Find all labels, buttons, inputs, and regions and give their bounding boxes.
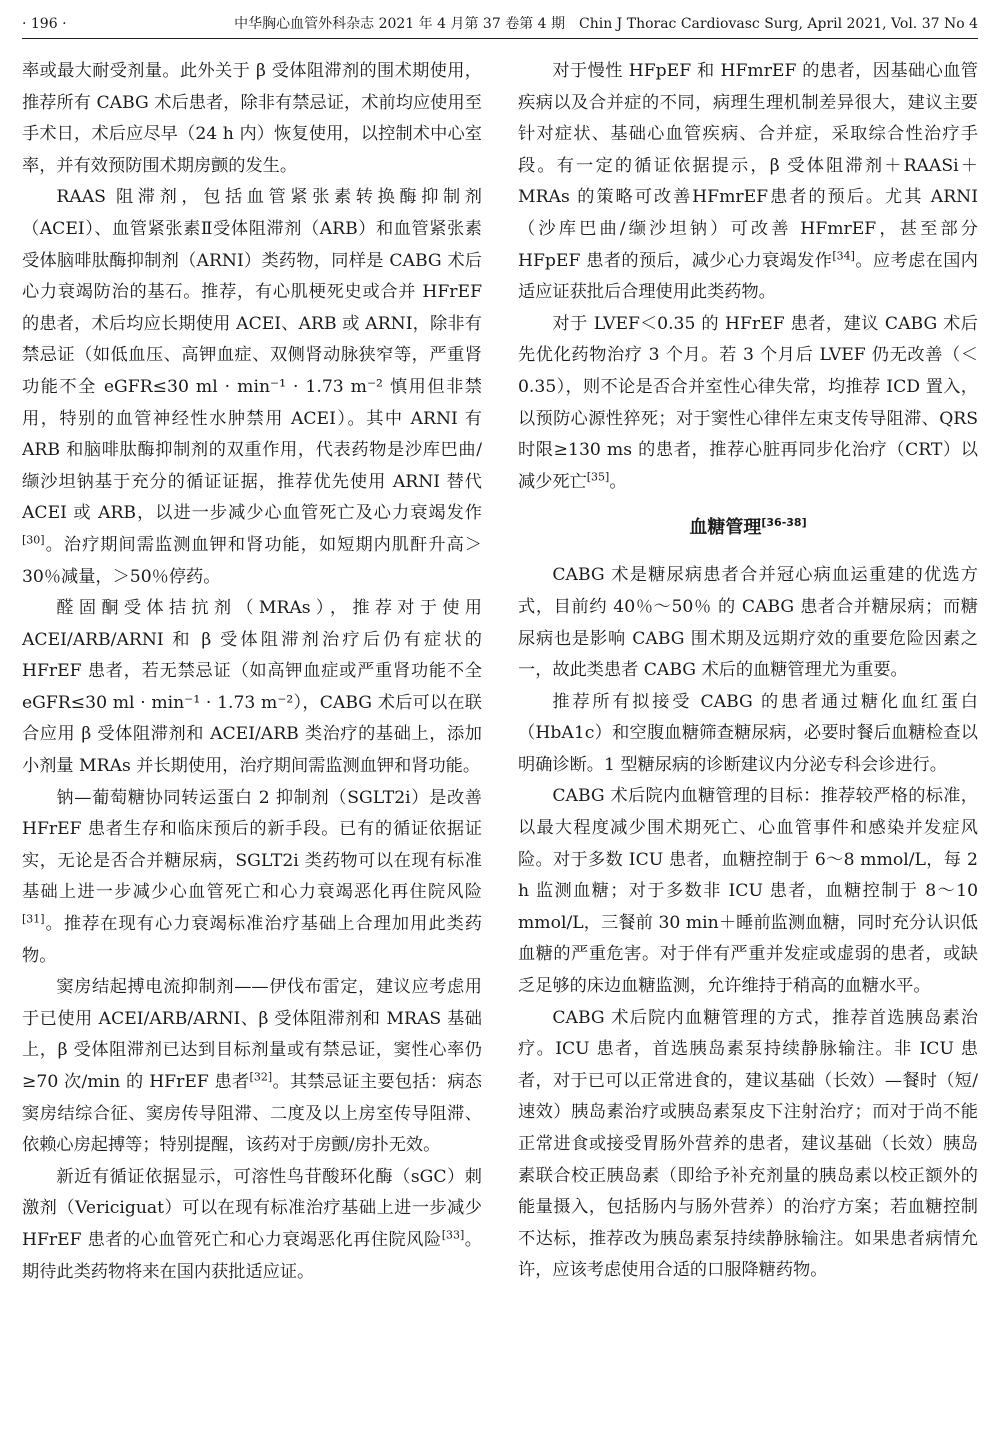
right-column <box>518 56 978 1416</box>
paragraph-raas-blockers <box>22 182 482 593</box>
paragraph-insulin-therapy: CABG 术后院内血糖管理的方式，推荐首选胰岛素治疗。ICU 患者，首选胰岛素泵持续静脉输注。非 ICU 患者，对于已可以正常进食的，建议基础（长效）—餐时（短/速效）胰岛素治疗或胰岛素泵皮下注射治疗；而对于尚不能正常进食或接受胃肠外营养的患者，建议基础（长效）胰岛素联合校正胰岛素（即给予补充剂量的胰岛素以校正额外的能量摄入，包括肠内与肠外营养）的治疗方案；若血糖控制不达标，推荐改为胰岛素泵持续静脉输注。如果患者病情允许，应该考虑使用合适的口服降糖药物。 <box>518 1007 978 1281</box>
paragraph-text: 。其禁忌证主要包括：病态窦房结综合征、窦房传导阻滞、二度及以上房室传导阻滞、依赖心房起搏等；特别提醒，该药对于房颤/房扑无效。 <box>22 1072 482 1156</box>
paragraph-mras: 醛固酮受体拮抗剂（MRAs），推荐对于使用 ACEI/ARB/ARNI 和 β 受体阻滞剂治疗后仍有症状的 HFrEF 患者，若无禁忌证（如高钾血症或严重肾功能不全 eGFR≤30 ml · min⁻¹ · 1.73 m⁻²），CABG 术后可以在联合应用 β 受体阻滞剂和 ACEI/ARB 类治疗的基础上，添加小剂量 MRAs 并长期使用，治疗期间需监测血钾和肾功能。 <box>22 598 482 777</box>
paragraph-text: 对于慢性 HFpEF 和 HFmrEF 的患者，因基础心血管疾病以及合并症的不同，病理生理机制差异很大，建议主要针对症状、基础心血管疾病、合并症，采取综合性治疗手段。有一定的循证依据提示，β 受体阻滞剂＋RAASi＋MRAs 的策略可改善HFmrEF患者的预后。尤其 ARNI（沙库巴曲/缬沙坦钠）可改善 HFmrEF，甚至部分 HFpEF 患者的预后，减少心力衰竭发作 <box>518 61 978 271</box>
paragraph-sgc-stimulator <box>22 1162 482 1288</box>
paragraph-beta-blocker-continued: 率或最大耐受剂量。此外关于 β 受体阻滞剂的围术期使用，推荐所有 CABG 术后患者，除非有禁忌证，术前均应使用至手术日，术后应尽早（24 h 内）恢复使用，以控制术中心室率，并有效预防围术期房颤的发生。 <box>22 61 482 176</box>
citation-ref: [36-38] <box>761 516 807 530</box>
paragraph-ivabradine <box>22 972 482 1162</box>
citation-ref: [33] <box>441 1228 465 1242</box>
paragraph-diabetes-screening: 推荐所有拟接受 CABG 的患者通过糖化血红蛋白（HbA1c）和空腹血糖筛查糖尿病，必要时餐后血糖检查以明确诊断。1 型糖尿病的诊断建议内分泌专科会诊进行。 <box>518 691 978 775</box>
paragraph-text: 钠—葡萄糖协同转运蛋白 2 抑制剂（SGLT2i）是改善 HFrEF 患者生存和临床预后的新手段。已有的循证依据证实，无论是否合并糖尿病，SGLT2i 类药物可以在现有标准基础上进一步减少心血管死亡和心力衰竭恶化再住院风险 <box>22 787 482 903</box>
paragraph-icd-crt <box>518 309 978 499</box>
heading-text: 血糖管理 <box>689 517 762 539</box>
paragraph-text: 。治疗期间需监测血钾和肾功能，如短期内肌酐升高＞30％减量，＞50％停药。 <box>22 534 482 587</box>
left-column <box>22 56 482 1416</box>
paragraph-text: 。应考虑在国内适应证获批后合理使用此类药物。 <box>518 250 978 303</box>
citation-ref: [31] <box>22 912 45 926</box>
paragraph-text: 。期待此类药物将来在国内获批适应证。 <box>22 1229 482 1282</box>
citation-ref: [30] <box>22 533 45 547</box>
paragraph-hfpef-hfmref <box>518 56 978 309</box>
paragraph-text: 对于 LVEF＜0.35 的 HFrEF 患者，建议 CABG 术后先优化药物治疗 3 个月。若 3 个月后 LVEF 仍无改善（＜0.35），则不论是否合并室性心律失常，均推荐 ICD 置入，以预防心源性猝死；对于窦性心律伴左束支传导阻滞、QRS 时限≥130 ms 的患者，推荐心脏再同步化治疗（CRT）以减少死亡 <box>518 313 978 492</box>
running-header <box>22 10 978 39</box>
journal-citation: 中华胸心血管外科杂志 2021 年 4 月第 37 卷第 4 期 Chin J Thorac Cardiovasc Surg, April 2021, Vol. 37 No 4 <box>234 16 978 32</box>
paragraph-text: 新近有循证依据显示，可溶性鸟苷酸环化酶（sGC）刺激剂（Vericiguat）可以在现有标准治疗基础上进一步减少 HFrEF 患者的心血管死亡和心力衰竭恶化再住院风险 <box>22 1166 482 1250</box>
paragraph-glucose-targets: CABG 术后院内血糖管理的目标：推荐较严格的标准，以最大程度减少围术期死亡、心血管事件和感染并发症风险。对于多数 ICU 患者，血糖控制于 6～8 mmol/L，每 2 h 监测血糖；对于多数非 ICU 患者，血糖控制于 8～10 mmol/L，三餐前 30 min＋睡前监测血糖，同时充分认识低血糖的严重危害。对于伴有严重并发症或虚弱的患者，或缺乏足够的床边血糖监测，允许维持于稍高的血糖水平。 <box>518 786 978 997</box>
citation-ref: [35] <box>586 469 610 483</box>
paragraph-text: 。 <box>609 471 627 492</box>
paragraph-text: 。推荐在现有心力衰竭标准治疗基础上合理加用此类药物。 <box>22 914 482 966</box>
page-number: · 196 · <box>22 16 67 32</box>
paragraph-cabg-diabetes: CABG 术是糖尿病患者合并冠心病血运重建的优选方式，目前约 40％～50％ 的 CABG 患者合并糖尿病；而糖尿病也是影响 CABG 围术期及远期疗效的重要危险因素之一，故此类患者 CABG 术后的血糖管理尤为重要。 <box>518 565 978 681</box>
paragraph-text: RAAS 阻滞剂，包括血管紧张素转换酶抑制剂（ACEI）、血管紧张素Ⅱ受体阻滞剂（ARB）和血管紧张素受体脑啡肽酶抑制剂（ARNI）类药物，同样是 CABG 术后心力衰竭防治的基石。推荐，有心肌梗死史或合并 HFrEF 的患者，术后均应长期使用 ACEI、ARB 或 ARNI，除非有禁忌证（如低血压、高钾血症、双侧肾动脉狭窄等，严重肾功能不全 eGFR≤30 ml · min⁻¹ · 1.73 m⁻² 慎用但非禁用，特别的血管神经性水肿禁用 ACEI）。其中 ARNI 有 ARB 和脑啡肽酶抑制剂的双重作用，代表药物是沙库巴曲/缬沙坦钠基于充分的循证证据，推荐优先使用 ARNI 替代 ACEI 或 ARB，以进一步减少心血管死亡及心力衰竭发作 <box>22 187 482 524</box>
section-heading-glucose-management <box>518 514 978 542</box>
citation-ref: [34] <box>832 248 855 262</box>
citation-ref: [32] <box>249 1070 273 1084</box>
paragraph-text: 窦房结起搏电流抑制剂——伊伐布雷定，建议应考虑用于已使用 ACEI/ARB/ARNI、β 受体阻滞剂和 MRAS 基础上，β 受体阻滞剂已达到目标剂量或有禁忌证，窦性心率仍≥70 次/min 的 HFrEF 患者 <box>22 977 482 1092</box>
paragraph-sglt2i <box>22 783 482 973</box>
